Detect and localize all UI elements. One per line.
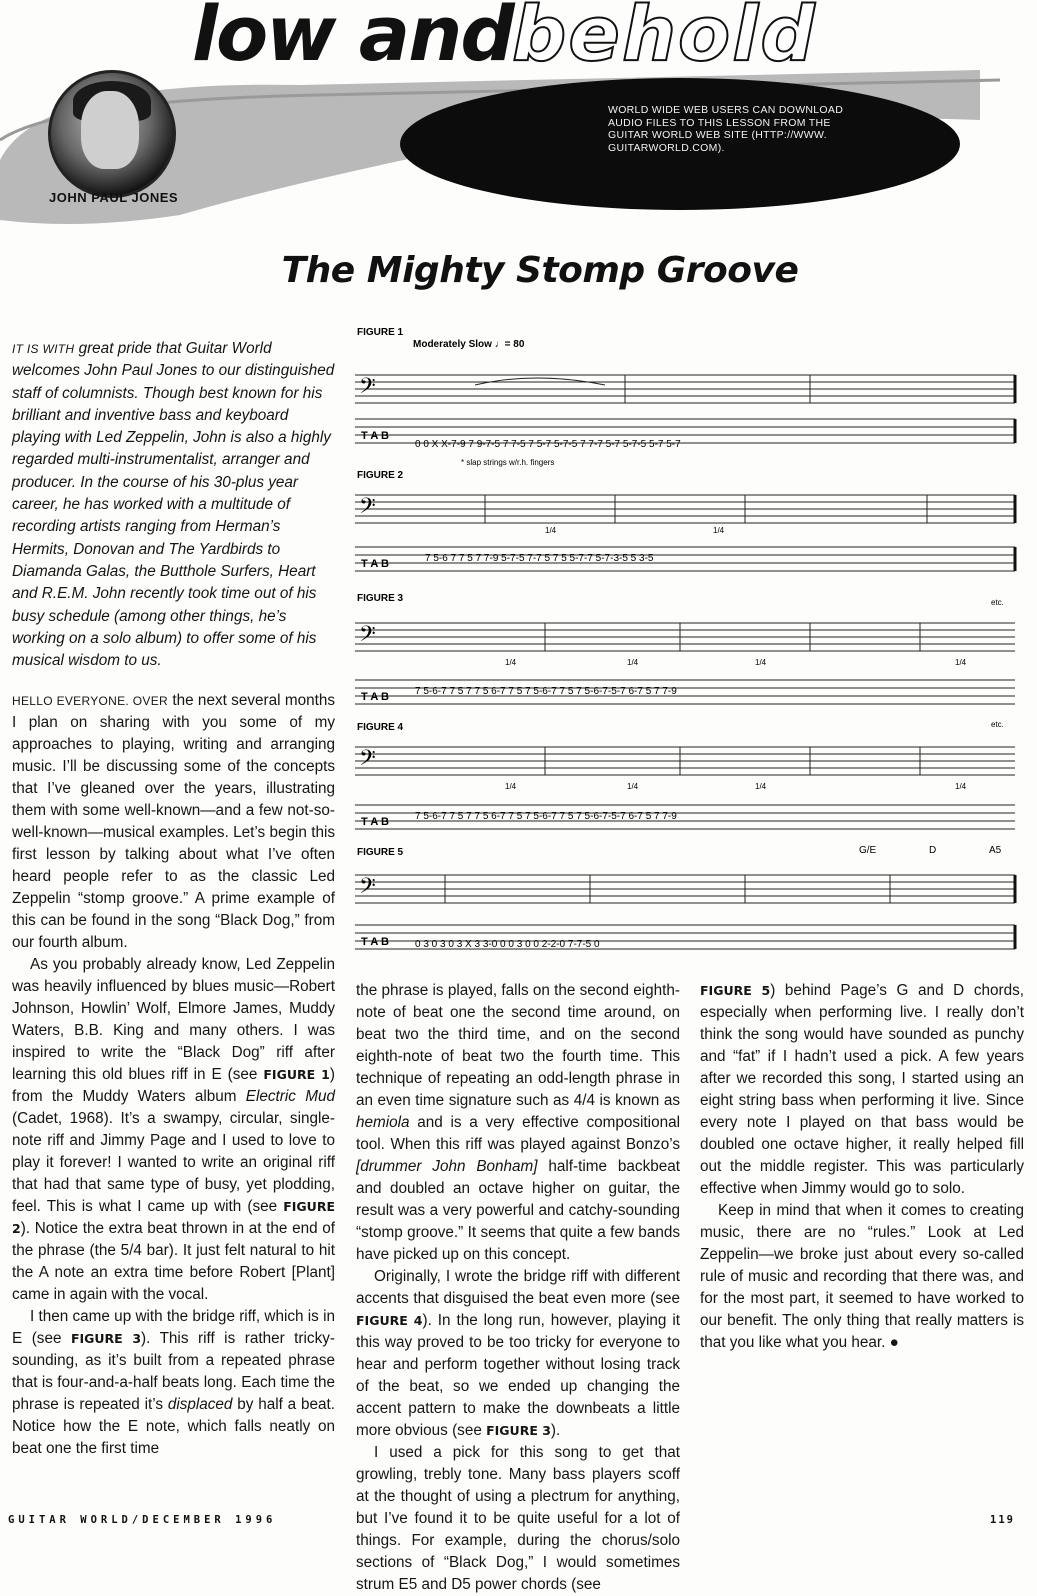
figure-4-staff bbox=[355, 746, 1015, 776]
p2-text-d: ). Notice the extra beat thrown in at the end of the phrase (the 5/4 bar). It just felt natural to hit the A note an extra time before Robert [Plant] came in again with the vocal. bbox=[12, 1220, 335, 1303]
intro-body: great pride that Guitar World welcomes John Paul Jones to our distinguished staff of columnists. Though best known for his brilliant and inventive bass and keyboard playing with Led Zeppelin, John is also a highly regarded multi-instrumentalist, arranger and producer. In the course of his 30-plus year career, he has worked with a multitude of recording artists ranging from Herman’s Hermits, Donovan and The Yardbirds to Diamanda Galas, the Butthole Surfers, Heart and R.E.M. John recently took time out of his busy schedule (among other things, he’s working on a solo album) to offer some of his musical wisdom to us. bbox=[12, 340, 335, 670]
svg-text:T A B: T A B bbox=[361, 558, 389, 570]
figure-4-bend-1: 1/4 bbox=[505, 782, 517, 791]
p3-figure-ref: FIGURE 3 bbox=[70, 1331, 142, 1346]
figure-3-bend-2: 1/4 bbox=[627, 658, 639, 667]
end-mark: ● bbox=[889, 1334, 899, 1351]
footer-publication: GUITAR WORLD/DECEMBER 1996 bbox=[8, 1514, 277, 1526]
page-number: 119 bbox=[990, 1514, 1015, 1526]
p3-emphasis: displaced bbox=[167, 1396, 233, 1413]
figure-1-label: FIGURE 1 bbox=[357, 327, 404, 338]
p3-text-a: I then came up with the bridge riff, which is in E (see bbox=[12, 1308, 335, 1347]
p6-text-b: ) behind Page’s G and D chords, especially when performing live. I really don’t think the song would have sounded as punchy and “fat” if I hadn’t used a pick. A few years after we recorded this song, I started using an eight string bass when performing it live. Since every note I played on that bass would be doubled one octave higher, it really helped fill out the middle register. This was particularly effective when Jimmy would go to solo. bbox=[700, 982, 1024, 1197]
svg-text:T A B: T A B bbox=[361, 936, 389, 948]
p2-figure-ref-1: FIGURE 1 bbox=[263, 1067, 330, 1082]
figure-2-bend-2: 1/4 bbox=[713, 526, 725, 535]
figure-1-tab-numbers: 0 0 X X-7-9 7 9-7-5 7 7-5 7 5-7 5-7-5 7 7-7 5-7 5-7-5 5-7 5-7 bbox=[415, 439, 681, 450]
p7-text: Keep in mind that when it comes to creating music, there are no “rules.” Look at Led Zeppelin—we broke just about every so-called rule of music and recording that there was, and for the most part, it seemed to have worked to our benefit. The only thing that really matters is that you like what you hear. bbox=[700, 1202, 1024, 1351]
figure-3-bend-1: 1/4 bbox=[505, 658, 517, 667]
figure-5-tab bbox=[355, 925, 1015, 950]
figure-3-etc: etc. bbox=[991, 598, 1004, 607]
p1-lead: HELLO EVERYONE. OVER bbox=[12, 694, 168, 708]
p5-text-b: ). In the long run, however, playing it this way proved to be too tricky for everyone to hear and perform together without losing track of the beat, so we ended up changing the accent pattern to make the downbeats a little more obvious (see bbox=[356, 1312, 680, 1439]
figure-4-bend-3: 1/4 bbox=[755, 782, 767, 791]
figure-1-staff bbox=[355, 374, 1015, 404]
p4-text-b: and is a very effective compositional tool. When this riff was played against Bonzo’s bbox=[356, 1114, 680, 1153]
p5-figure-ref-2: FIGURE 3 bbox=[486, 1423, 551, 1438]
article-title: The Mighty Stomp Groove bbox=[281, 250, 799, 291]
column-title-low-and: low and bbox=[192, 0, 513, 78]
p2-figure-ref-2: FIGURE 2 bbox=[12, 1199, 335, 1236]
music-figures bbox=[355, 325, 1020, 965]
p6-figure-ref: FIGURE 5 bbox=[700, 983, 771, 998]
p3-text-c: by half a beat. Notice how the E note, which falls neatly on beat one the first time bbox=[12, 1396, 335, 1457]
figure-4-tab bbox=[355, 805, 1015, 829]
figure-5-chord-a5: A5 bbox=[989, 845, 1002, 856]
p4-text-c: half-time backbeat and doubled an octave higher on guitar, the result was a very powerful and catchy-sounding “stomp groove.” It seems that quite a few bands have picked up on this concept. bbox=[356, 1158, 680, 1263]
p6-text-a: I used a pick for this song to get that growling, trebly tone. Many bass players scoff at the thought of using a plectrum for anything, but I’ve found it to be quite useful for a lot of things. For example, during the chorus/solo sections of “Black Dog,” I would sometimes strum E5 and D5 power chords (see bbox=[356, 1444, 680, 1593]
svg-text:𝄢: 𝄢 bbox=[359, 874, 376, 904]
figure-5-tab-numbers: 0 3 0 3 0 3 X 3 3-0 0 0 3 0 0 2-2-0 7-7-5 0 bbox=[415, 939, 600, 950]
svg-text:𝄢: 𝄢 bbox=[359, 622, 376, 652]
svg-text:T A B: T A B bbox=[361, 430, 389, 442]
figure-4-bend-4: 1/4 bbox=[955, 782, 967, 791]
svg-text:T A B: T A B bbox=[361, 816, 389, 828]
figure-2-staff bbox=[355, 494, 1015, 524]
intro-lead: IT IS WITH bbox=[12, 342, 75, 356]
svg-text:T A B: T A B bbox=[361, 691, 389, 703]
figure-5-staff bbox=[355, 874, 1015, 904]
figure-2-label: FIGURE 2 bbox=[357, 470, 404, 481]
figure-5-chord-d: D bbox=[929, 845, 937, 856]
p4-emphasis-2: [drummer John Bonham] bbox=[356, 1158, 538, 1175]
author-photo bbox=[48, 70, 176, 198]
column-3 bbox=[700, 980, 1024, 1354]
svg-text:𝄢: 𝄢 bbox=[359, 746, 376, 776]
p5-text-a: Originally, I wrote the bridge riff with different accents that disguised the beat even more (see bbox=[356, 1268, 680, 1307]
p5-figure-ref-1: FIGURE 4 bbox=[356, 1313, 423, 1328]
figure-3-staff bbox=[355, 622, 1015, 652]
figure-2-tab bbox=[355, 547, 1015, 571]
web-note-text: WORLD WIDE WEB USERS CAN DOWNLOAD AUDIO FILES TO THIS LESSON FROM THE GUITAR WORLD WEB SITE (HTTP://WWW. GUITARWORLD.COM). bbox=[608, 104, 844, 154]
p4-emphasis: hemiola bbox=[356, 1114, 410, 1131]
p3-text-b: ). This riff is rather tricky-sounding, as it’s built from a repeated phrase that is four-and-a-half beats long. Each time the phrase is repeated it’s bbox=[12, 1330, 335, 1413]
column-title-behold: behold bbox=[512, 0, 817, 78]
author-name: JOHN PAUL JONES bbox=[49, 190, 179, 205]
figure-5-label: FIGURE 5 bbox=[357, 847, 404, 858]
figure-3-label: FIGURE 3 bbox=[357, 593, 404, 604]
figure-1-tempo: Moderately Slow ♩= 80 bbox=[413, 339, 525, 350]
figure-4-tab-numbers: 7 5-6-7 7 5 7 7 5 6-7 7 5 7 5-6-7 7 5 7 5-6-7-5-7 6-7 5 7 7-9 bbox=[415, 811, 677, 822]
figure-2-bend-1: 1/4 bbox=[545, 526, 557, 535]
p2-text-c: (Cadet, 1968). It’s a swampy, circular, single-note riff and Jimmy Page and I used to love to play it forever! I wanted to write an original riff that had that same type of busy, yet plodding, feel. This is what I came up with (see bbox=[12, 1110, 335, 1215]
figure-3-tab bbox=[355, 680, 1015, 704]
figure-1-note: * slap strings w/r.h. fingers bbox=[461, 458, 555, 467]
figure-5-chord-ge: G/E bbox=[859, 845, 877, 856]
figure-1-tab bbox=[355, 419, 1015, 450]
figure-2-tab-numbers: 7 5-6 7 7 5 7 7-9 5-7-5 7-7 5 7 5 5-7-7 5-7-3-5 5 3-5 bbox=[425, 553, 654, 564]
p1-body: the next several months I plan on sharing with you some of my approaches to playing, writing and arranging music. I’ll be discussing some of the concepts that I’ve gleaned over the years, illustrating them with some well-known—and a few not-so-well-known—musical examples. Let’s begin this first lesson by talking about what I’ve often heard people refer to as the classic Led Zeppelin “stomp groove.” A prime example of this can be found in the song “Black Dog,” from our fourth album. bbox=[12, 692, 335, 951]
p2-album-title: Electric Mud bbox=[245, 1088, 335, 1105]
figure-4-bend-2: 1/4 bbox=[627, 782, 639, 791]
svg-text:𝄢: 𝄢 bbox=[359, 374, 376, 404]
svg-text:𝄢: 𝄢 bbox=[359, 494, 376, 524]
figure-4-etc: etc. bbox=[991, 720, 1004, 729]
intro-paragraph bbox=[12, 338, 336, 672]
p2-text-a: As you probably already know, Led Zeppelin was heavily influenced by blues music—Robert Johnson, Howlin’ Wolf, Elmore James, Muddy Waters, B.B. King and many others. I was inspired to write the “Black Dog” riff after learning this old blues riff in E (see bbox=[12, 956, 335, 1083]
column-1 bbox=[12, 690, 335, 1460]
column-2 bbox=[356, 980, 680, 1596]
figure-3-bend-4: 1/4 bbox=[955, 658, 967, 667]
figure-4-label: FIGURE 4 bbox=[357, 722, 404, 733]
p4-text-a: the phrase is played, falls on the second eighth-note of beat one the second time around, on beat two the third time, and on the second eighth-note of beat two the fourth time. This technique of repeating an odd-length phrase in an even time signature such as 4/4 is known as bbox=[356, 982, 680, 1109]
figure-3-bend-3: 1/4 bbox=[755, 658, 767, 667]
p5-text-c: ). bbox=[550, 1422, 561, 1439]
p2-text-b: ) from the Muddy Waters album bbox=[12, 1066, 335, 1105]
figure-3-tab-numbers: 7 5-6-7 7 5 7 7 5 6-7 7 5 7 5-6-7 7 5 7 5-6-7-5-7 6-7 5 7 7-9 bbox=[415, 686, 677, 697]
